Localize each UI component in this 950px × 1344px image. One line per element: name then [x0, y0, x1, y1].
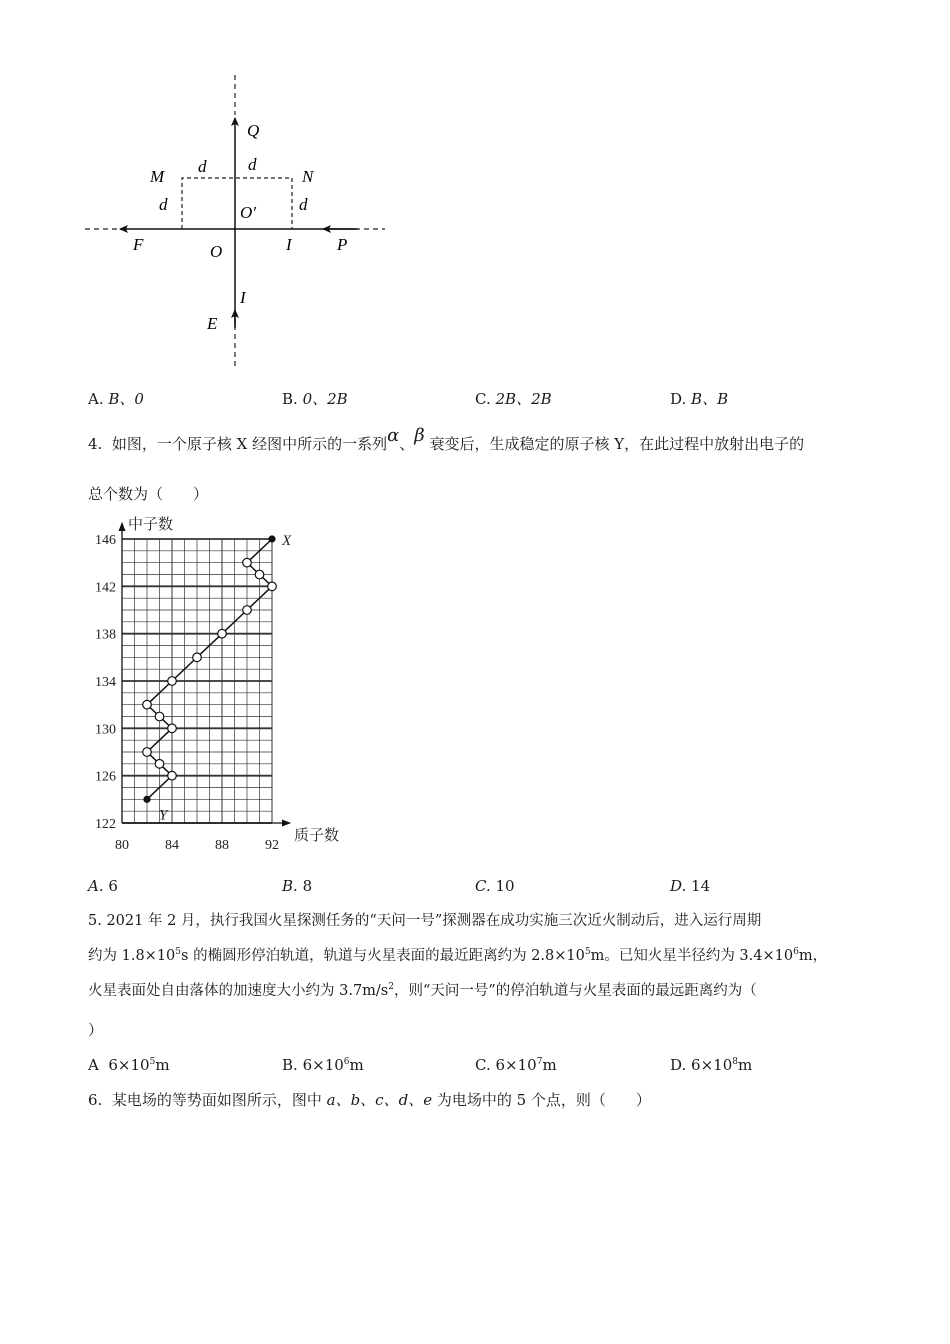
q5-option-d: D. $6\times 10^8m$	[670, 1056, 753, 1074]
q5-stem-line1: 5. 2021 年 2 月，执行我国火星探测任务的“天问一号”探测器在成功实施三次近火制动后，进入运行周期	[88, 913, 762, 929]
q5-option-a: A $6\times 10^5m$	[88, 1056, 170, 1074]
data-point	[168, 677, 177, 686]
label-E: E	[207, 314, 218, 333]
decay-chart	[80, 515, 360, 855]
x-tick-label: 92	[265, 838, 279, 853]
label-X: X	[282, 533, 292, 549]
beta-symbol: β	[414, 425, 425, 446]
label-d-top-right: d	[248, 155, 257, 174]
q4-stem-line2: 总个数为（ ）	[88, 485, 209, 503]
x-tick-label: 88	[215, 838, 229, 853]
x-axis-arrow	[282, 820, 291, 827]
label-P: P	[337, 235, 348, 254]
data-point	[243, 606, 252, 615]
data-point	[268, 582, 277, 591]
q4-option-a: A. 6	[88, 877, 118, 895]
label-O: O	[210, 242, 223, 261]
data-point	[143, 748, 152, 757]
label-d-top-left: d	[198, 157, 207, 176]
y-tick-label: 142	[95, 580, 116, 596]
data-point	[193, 653, 202, 662]
q4-option-c: C. 10	[475, 877, 515, 895]
data-point	[168, 771, 177, 780]
label-d-left: d	[159, 195, 168, 214]
x-tick-label: 84	[165, 838, 179, 853]
q3-option-c: C. 2B、2B	[475, 390, 552, 408]
q5-stem-line3: 火星表面处自由落体的加速度大小约为 $3.7m/s^2$，则“天问一号”的停泊轨道与火星表面的最远距离约为（	[88, 982, 757, 999]
data-point	[155, 712, 164, 721]
data-point	[243, 558, 252, 567]
y-tick-label: 134	[95, 675, 116, 690]
label-I-mid: I	[286, 235, 292, 254]
y-tick-label: 122	[95, 817, 116, 832]
data-point	[143, 700, 152, 709]
data-point	[144, 796, 150, 802]
q4-option-b: B. 8	[282, 877, 313, 895]
q6-stem: 6. 某电场的等势面如图所示，图中 a、b、c、d、e 为电场中的 5 个点，则（ ）	[88, 1091, 651, 1109]
y-axis-label: 中子数	[128, 517, 174, 533]
data-point	[269, 536, 275, 542]
q5-option-c: C. $6\times 10^7m$	[475, 1056, 557, 1074]
data-point	[255, 570, 264, 579]
y-tick-label: 146	[95, 533, 116, 548]
label-N: N	[302, 167, 314, 186]
q4-option-d: D. 14	[670, 877, 711, 895]
label-F: F	[133, 235, 144, 254]
label-I-bottom: I	[240, 288, 246, 307]
x-axis-label: 质子数	[294, 828, 340, 844]
data-point	[218, 629, 227, 638]
q3-option-d: D. B、B	[670, 390, 729, 408]
data-point	[168, 724, 177, 733]
label-d-right: d	[299, 195, 308, 214]
x-tick-label: 80	[115, 838, 129, 853]
label-O-prime: O′	[240, 203, 256, 222]
q3-option-b: B. 0、2B	[282, 390, 348, 408]
q4-stem-line1: 4. 如图，一个原子核 X 经图中所示的一系列α、β 衰变后，生成稳定的原子核 Y，在此过程中放射出电子的	[88, 425, 805, 453]
q5-stem-line2: 约为 $1.8\times 10^5s$ 的椭圆形停泊轨道，轨道与火星表面的最近距离约为 $2.8\times 10^5m$。已知火星半径约为 $3.4\times 10^6m$，	[88, 947, 828, 964]
q3-option-a: A. B、0	[88, 390, 144, 408]
q5-stem-line4: ）	[88, 1021, 104, 1039]
label-Y: Y	[159, 807, 168, 824]
q5-option-b: B. $6\times 10^6m$	[282, 1056, 364, 1074]
label-M: M	[150, 167, 165, 186]
label-Q: Q	[247, 121, 260, 140]
y-tick-label: 138	[95, 627, 116, 643]
data-point	[155, 760, 164, 769]
y-tick-label: 126	[95, 769, 116, 785]
current-diagram	[80, 70, 400, 375]
alpha-symbol: α	[387, 425, 400, 446]
y-axis-arrow	[119, 522, 126, 531]
dashed-frame	[182, 178, 292, 229]
y-tick-label: 130	[95, 722, 116, 738]
